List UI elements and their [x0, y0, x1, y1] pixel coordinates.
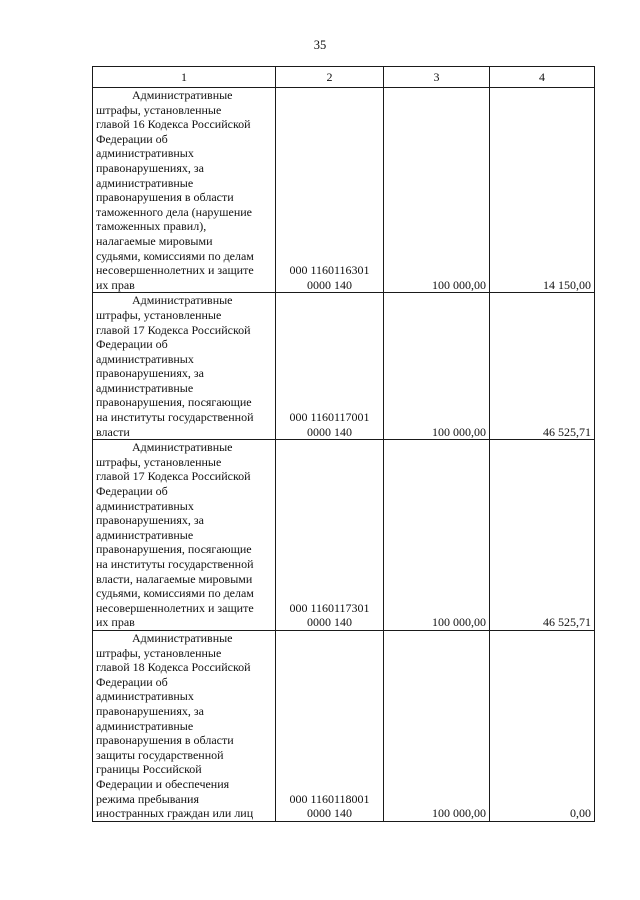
- code-line-1: 000 1160117301: [289, 600, 370, 615]
- description-line: правонарушения в области: [96, 190, 234, 205]
- header-col-3: 3: [384, 67, 490, 88]
- row-actual-amount: 46 525,71: [490, 293, 595, 440]
- description-line: их прав: [96, 277, 135, 292]
- row-actual-amount: 14 150,00: [490, 88, 595, 293]
- table-row: [93, 88, 595, 293]
- description-line: главой 16 Кодекса Российской: [96, 117, 251, 132]
- description-line: несовершеннолетних и защите: [96, 263, 254, 278]
- row-code: [276, 293, 384, 440]
- code-line-1: 000 1160117001: [289, 410, 370, 425]
- description-line: режима пребывания: [96, 791, 199, 806]
- description-line: административных: [96, 689, 194, 704]
- code-line-2: 0000 140: [307, 615, 352, 630]
- description-line: Федерации об: [96, 131, 168, 146]
- row-description: [93, 88, 276, 293]
- description-line: на институты государственной: [96, 410, 254, 425]
- description-line: административные: [96, 718, 194, 733]
- description-line: штрафы, установленные: [96, 102, 222, 117]
- description-line: главой 18 Кодекса Российской: [96, 660, 251, 675]
- description-line: административные: [96, 175, 194, 190]
- description-line: административные: [96, 527, 194, 542]
- description-line: таможенных правил),: [96, 219, 207, 234]
- description-line: правонарушениях, за: [96, 366, 204, 381]
- description-line: их прав: [96, 615, 135, 630]
- description-line: Федерации об: [96, 674, 168, 689]
- description-line: правонарушениях, за: [96, 703, 204, 718]
- row-actual-amount: 46 525,71: [490, 440, 595, 631]
- description-line: административных: [96, 351, 194, 366]
- description-line: Федерации об: [96, 484, 168, 499]
- description-line: налагаемые мировыми: [96, 233, 213, 248]
- code-line-1: 000 1160118001: [289, 791, 370, 806]
- header-col-2: 2: [276, 67, 384, 88]
- description-line: штрафы, установленные: [96, 307, 222, 322]
- table-row: [93, 440, 595, 631]
- description-line: Федерации и обеспечения: [96, 776, 230, 791]
- row-code: [276, 440, 384, 631]
- row-plan-amount: 100 000,00: [384, 630, 490, 821]
- description-line: правонарушениях, за: [96, 513, 204, 528]
- table-row: [93, 630, 595, 821]
- budget-table: [92, 66, 595, 822]
- page-number: 35: [313, 38, 327, 52]
- row-code: [276, 630, 384, 821]
- row-plan-amount: 100 000,00: [384, 88, 490, 293]
- row-code: [276, 88, 384, 293]
- description-line: несовершеннолетних и защите: [96, 600, 254, 615]
- description-line: судьями, комиссиями по делам: [96, 248, 254, 263]
- description-line: административных: [96, 146, 194, 161]
- description-line: судьями, комиссиями по делам: [96, 586, 254, 601]
- code-line-2: 0000 140: [307, 424, 352, 439]
- row-plan-amount: 100 000,00: [384, 440, 490, 631]
- description-line: власти, налагаемые мировыми: [96, 571, 253, 586]
- code-line-1: 000 1160116301: [289, 263, 370, 278]
- description-line: Административные: [132, 630, 233, 645]
- description-line: Административные: [132, 440, 233, 455]
- description-line: на институты государственной: [96, 557, 254, 571]
- description-line: правонарушения в области: [96, 733, 234, 748]
- description-line: административных: [96, 498, 194, 513]
- row-description: [93, 440, 276, 631]
- description-line: власти: [96, 424, 130, 439]
- header-col-4: 4: [490, 67, 595, 88]
- row-description: [93, 293, 276, 440]
- header-col-1: 1: [93, 67, 276, 88]
- code-line-2: 0000 140: [307, 806, 352, 821]
- description-line: Административные: [132, 88, 233, 102]
- description-line: Административные: [132, 293, 233, 308]
- row-description: [93, 630, 276, 821]
- description-line: штрафы, установленные: [96, 645, 222, 660]
- description-line: административные: [96, 380, 194, 395]
- header-row: [93, 67, 595, 88]
- description-line: таможенного дела (нарушение: [96, 204, 253, 219]
- description-line: штрафы, установленные: [96, 454, 222, 469]
- description-line: правонарушениях, за: [96, 160, 204, 175]
- description-line: главой 17 Кодекса Российской: [96, 322, 251, 337]
- code-line-2: 0000 140: [307, 277, 352, 292]
- row-actual-amount: 0,00: [490, 630, 595, 821]
- description-line: границы Российской: [96, 762, 202, 777]
- description-line: иностранных граждан или лиц: [96, 806, 254, 821]
- description-line: правонарушения, посягающие: [96, 542, 252, 557]
- description-line: правонарушения, посягающие: [96, 395, 252, 410]
- row-plan-amount: 100 000,00: [384, 293, 490, 440]
- table-row: [93, 293, 595, 440]
- description-line: Федерации об: [96, 337, 168, 352]
- description-line: главой 17 Кодекса Российской: [96, 469, 251, 484]
- description-line: защиты государственной: [96, 747, 224, 762]
